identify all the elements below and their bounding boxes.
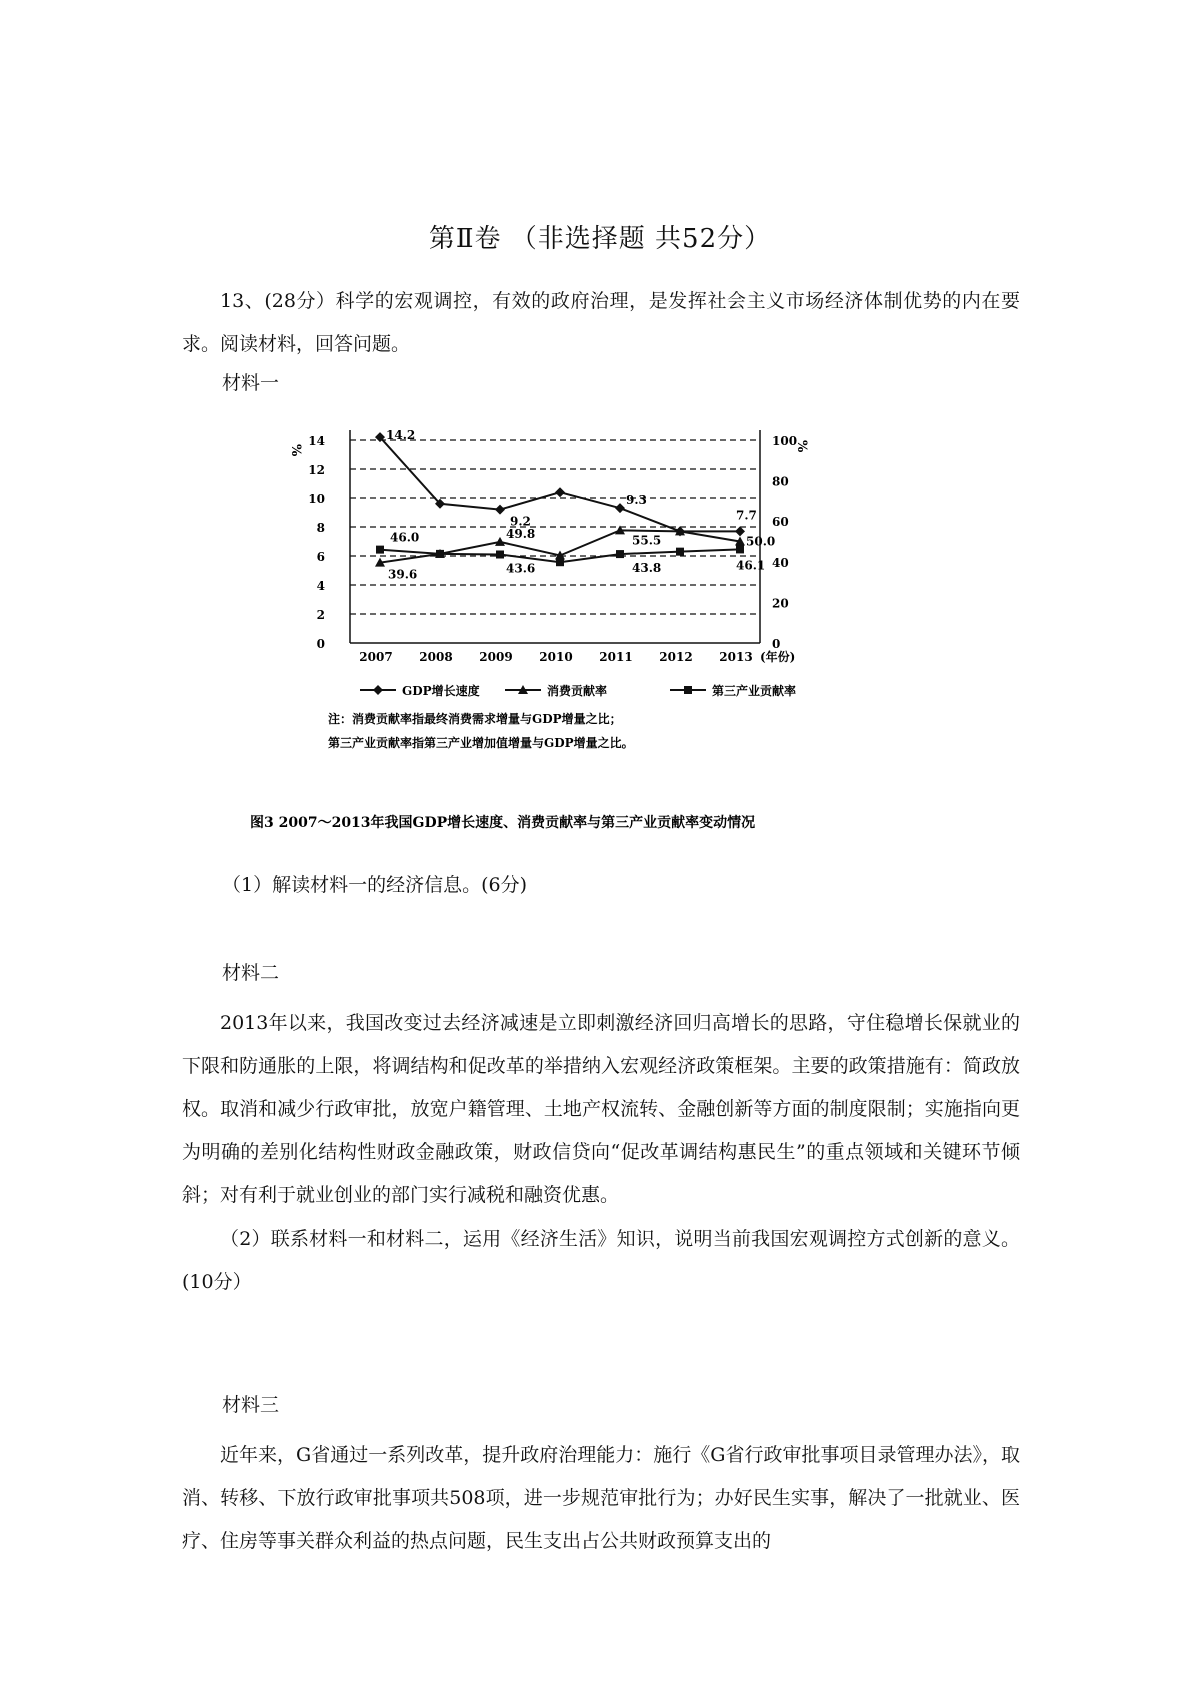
left-tick-label: 6 (316, 550, 325, 564)
diamond-marker (555, 487, 565, 497)
data-label: 43.6 (506, 561, 536, 576)
x-tick-label: 2011 (599, 650, 633, 664)
right-tick-label: 0 (772, 637, 781, 651)
section-title: 第Ⅱ卷 （非选择题 共52分） (428, 224, 772, 254)
x-tick-label: 2010 (539, 650, 573, 664)
triangle-marker (495, 537, 505, 546)
square-marker (556, 558, 564, 566)
legend-label: GDP增长速度 (402, 684, 480, 698)
square-marker (616, 550, 624, 558)
diamond-marker (495, 505, 505, 515)
right-tick-label: 100 (772, 434, 798, 448)
x-tick-label: 2008 (419, 650, 453, 664)
left-tick-label: 14 (308, 434, 325, 448)
figure-3 (230, 425, 970, 849)
chart-grid (350, 440, 760, 614)
x-axis-unit: (年份) (760, 650, 796, 664)
question-13-intro: 13、(28分）科学的宏观调控，有效的政府治理，是发挥社会主义市场经济体制优势的内在要求。阅读材料，回答问题。 (182, 290, 1020, 355)
chart-caption: 图3 2007～2013年我国GDP增长速度、消费贡献率与第三产业贡献率变动情况 (250, 815, 756, 831)
data-label: 46.1 (736, 558, 766, 573)
chart-note-2: 第三产业贡献率指第三产业增加值增量与GDP增量之比。 (328, 736, 634, 750)
data-label: 14.2 (386, 428, 416, 443)
diamond-marker (615, 503, 625, 513)
right-tick-label: 40 (772, 555, 789, 570)
diamond-marker (373, 685, 383, 695)
question-2: （2）联系材料一和材料二，运用《经济生活》知识，说明当前我国宏观调控方式创新的意义。(10分） (182, 1228, 1020, 1293)
left-tick-label: 0 (316, 637, 325, 651)
right-tick-label: 80 (772, 474, 789, 489)
data-label: 43.8 (632, 561, 662, 576)
chart-legend (360, 683, 796, 698)
square-marker (676, 548, 684, 556)
left-tick-label: 4 (316, 579, 325, 593)
material-3-text: 近年来，G省通过一系列改革，提升政府治理能力：施行《G省行政审批事项目录管理办法》，取消、转移、下放行政审批事项共508项，进一步规范审批行为；办好民生实事，解决了一批就业、医疗、住房等事关群众利益的热点问题，民生支出占公共财政预算支出的 (182, 1444, 1020, 1552)
square-marker (436, 550, 444, 558)
square-marker (376, 546, 384, 554)
square-marker (496, 550, 504, 558)
data-label: 9.3 (626, 493, 647, 508)
square-marker (736, 545, 744, 553)
material-2-text: 2013年以来，我国改变过去经济减速是立即刺激经济回归高增长的思路，守住稳增长保就业的下限和防通胀的上限，将调结构和促改革的举措纳入宏观经济政策框架。主要的政策措施有：简政放权。取消和减少行政审批，放宽户籍管理、土地产权流转、金融创新等方面的制度限制；实施指向更为明确的差别化结构性财政金融政策，财政信贷向“促改革调结构惠民生”的重点领域和关键环节倾斜；对有利于就业创业的部门实行减税和融资优惠。 (182, 1012, 1020, 1206)
legend-label: 消费贡献率 (547, 684, 608, 698)
left-tick-label: 10 (308, 492, 325, 506)
line-chart (230, 425, 970, 845)
square-marker (684, 686, 692, 694)
right-axis-unit: % (794, 440, 809, 453)
right-tick-label: 20 (772, 596, 789, 611)
data-label: 50.0 (746, 534, 776, 549)
data-label: 9.2 (510, 514, 531, 529)
left-tick-label: 8 (316, 521, 325, 535)
chart-lines (375, 432, 745, 567)
material-3-label: 材料三 (222, 1394, 280, 1416)
x-tick-label: 2012 (659, 650, 693, 664)
data-label: 39.6 (388, 567, 418, 582)
material-2-label: 材料二 (222, 962, 280, 984)
material-1-label: 材料一 (222, 372, 280, 394)
diamond-marker (735, 526, 745, 536)
data-label: 46.0 (390, 530, 420, 545)
question-1: （1）解读材料一的经济信息。(6分) (222, 874, 528, 896)
data-label: 49.8 (506, 526, 536, 541)
data-label: 55.5 (632, 533, 662, 548)
x-tick-label: 2007 (359, 650, 393, 664)
left-tick-label: 12 (308, 463, 325, 477)
chart-note-1: 注：消费贡献率指最终消费需求增量与GDP增量之比； (328, 712, 622, 726)
right-tick-label: 60 (772, 515, 789, 530)
x-tick-label: 2013 (719, 650, 753, 664)
x-tick-label: 2009 (479, 650, 513, 664)
legend-label: 第三产业贡献率 (712, 684, 797, 698)
data-label: 7.7 (736, 508, 757, 523)
left-tick-label: 2 (316, 608, 325, 622)
left-axis-unit: % (288, 444, 303, 457)
series-line-0 (380, 437, 740, 531)
